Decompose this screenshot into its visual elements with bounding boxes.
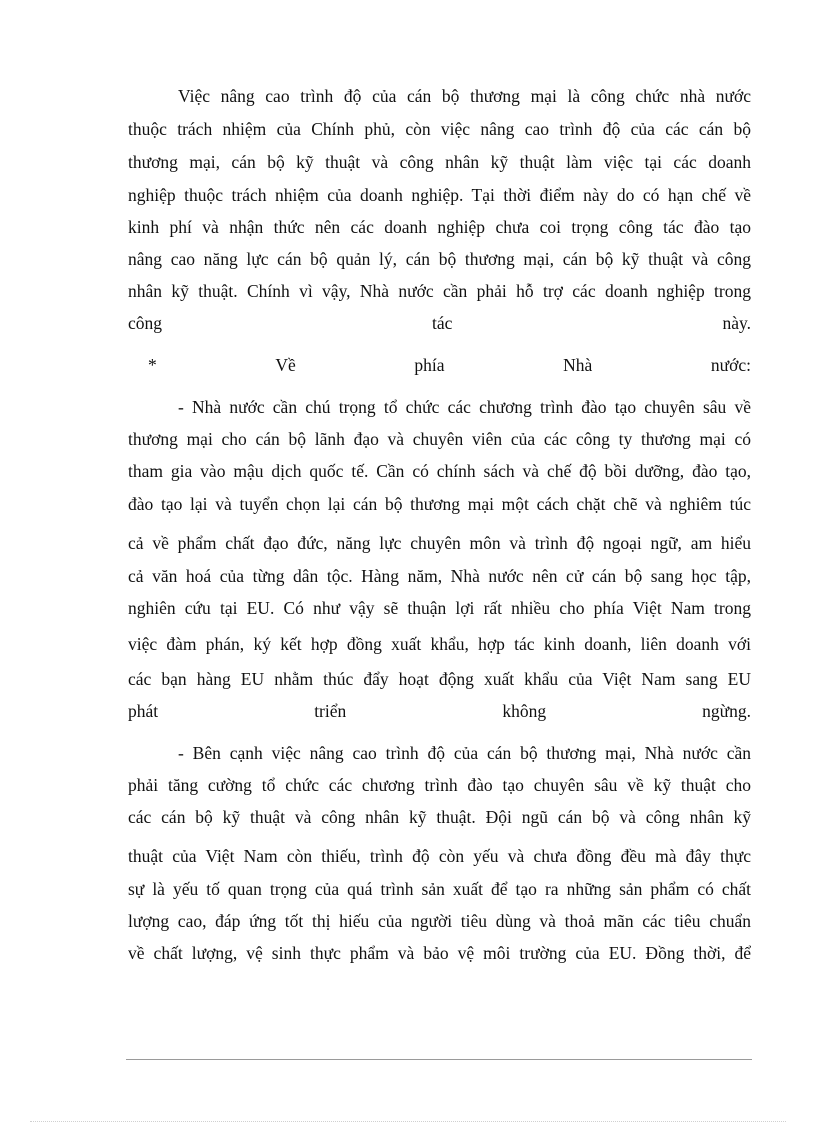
word: phía (414, 355, 445, 375)
paragraph-1-line-6: nâng cao năng lực cán bộ quản lý, cán bộ thương mại, cán bộ kỹ thuật và công (128, 249, 751, 269)
paragraph-3-line-7: về chất lượng, vệ sinh thực phẩm và bảo vệ môi trường của EU. Đồng thời, để (128, 943, 751, 963)
paragraph-2-line-9: các bạn hàng EU nhằm thúc đẩy hoạt động xuất khẩu của Việt Nam sang EU (128, 669, 751, 689)
paragraph-1-line-2: thuộc trách nhiệm của Chính phủ, còn việc nâng cao trình độ của các cán bộ (128, 119, 751, 139)
word: nước: (710, 355, 751, 375)
word: triển (314, 701, 347, 721)
paragraph-3-line-3: các cán bộ kỹ thuật và công nhân kỹ thuật. Đội ngũ cán bộ và công nhân kỹ (128, 807, 751, 827)
paragraph-2-line-3: tham gia vào mậu dịch quốc tế. Cần có chính sách và chế độ bồi dưỡng, đào tạo, (128, 461, 751, 481)
bullet-star: * (148, 355, 157, 375)
word: phát (128, 701, 159, 721)
paragraph-3-line-1: - Bên cạnh việc nâng cao trình độ của cán bộ thương mại, Nhà nước cần (178, 743, 751, 763)
word: không (502, 701, 547, 721)
section-heading (148, 354, 751, 376)
word: Về (275, 355, 296, 375)
paragraph-2-line-6: cả văn hoá của từng dân tộc. Hàng năm, Nhà nước nên cử cán bộ sang học tập, (128, 566, 751, 586)
paragraph-3-line-2: phải tăng cường tổ chức các chương trình đào tạo chuyên sâu về kỹ thuật cho (128, 775, 751, 795)
paragraph-2-line-5: cả về phẩm chất đạo đức, năng lực chuyên môn và trình độ ngoại ngữ, am hiểu (128, 533, 751, 553)
word: công (128, 313, 163, 333)
paragraph-2-line-4: đào tạo lại và tuyển chọn lại cán bộ thương mại một cách chặt chẽ và nghiêm túc (128, 494, 751, 514)
paragraph-1-line-8 (128, 312, 751, 334)
word: Nhà (563, 355, 593, 375)
paragraph-3-line-4: thuật của Việt Nam còn thiếu, trình độ còn yếu và chưa đồng đều mà đây thực (128, 846, 751, 866)
word: này. (722, 313, 751, 333)
paragraph-2-line-1: - Nhà nước cần chú trọng tổ chức các chương trình đào tạo chuyên sâu về (178, 397, 751, 417)
paragraph-2-line-2: thương mại cho cán bộ lãnh đạo và chuyên viên của các công ty thương mại có (128, 429, 751, 449)
word: ngừng. (702, 701, 751, 721)
paragraph-1-line-3: thương mại, cán bộ kỹ thuật và công nhân kỹ thuật làm việc tại các doanh (128, 152, 751, 172)
paragraph-3-line-5: sự là yếu tố quan trọng của quá trình sản xuất để tạo ra những sản phẩm có chất (128, 879, 751, 899)
word: tác (432, 313, 453, 333)
footer-divider (126, 1059, 752, 1060)
paragraph-1-line-7: nhân kỹ thuật. Chính vì vậy, Nhà nước cần phải hỗ trợ các doanh nghiệp trong (128, 281, 751, 301)
paragraph-1-line-1: Việc nâng cao trình độ của cán bộ thương mại là công chức nhà nước (178, 86, 751, 106)
paragraph-1-line-4: nghiệp thuộc trách nhiệm của doanh nghiệp. Tại thời điểm này do có hạn chế về (128, 185, 751, 205)
paragraph-2-line-7: nghiên cứu tại EU. Có như vậy sẽ thuận lợi rất nhiều cho phía Việt Nam trong (128, 598, 751, 618)
paragraph-2-line-10 (128, 700, 751, 722)
page-bottom-edge (30, 1121, 786, 1122)
paragraph-3-line-6: lượng cao, đáp ứng tốt thị hiếu của người tiêu dùng và thoả mãn các tiêu chuẩn (128, 911, 751, 931)
paragraph-1-line-5: kinh phí và nhận thức nên các doanh nghiệp chưa coi trọng công tác đào tạo (128, 217, 751, 237)
paragraph-2-line-8: việc đàm phán, ký kết hợp đồng xuất khẩu, hợp tác kinh doanh, liên doanh với (128, 634, 751, 654)
